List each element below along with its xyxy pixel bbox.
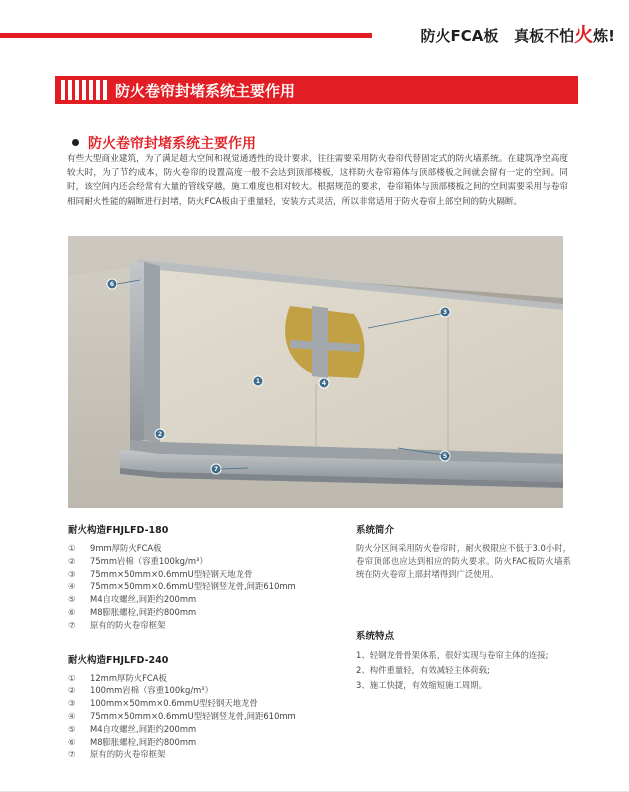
page-header: [0, 0, 629, 62]
banner-title: 防火卷帘封堵系统主要作用: [115, 82, 296, 100]
title-banner: [55, 76, 578, 104]
callout-1: 1: [255, 378, 261, 385]
config-180-title: 耐火构造FHJLFD-180: [68, 525, 169, 536]
slogan-part2: 炼!: [593, 27, 615, 45]
intro-paragraph: 有些大型商业建筑，为了满足超大空间和视觉通透性的设计要求，往往需要采用防火卷帘代替固定式的防火墙系统。在建筑净空高度较大时，为了节约成本，防火卷帘的设置高度一般不会达到顶部楼板，这样防火卷帘箱体与顶部楼板之间就会留有一定的空间。同时，该空间内还会经常有大量的管线穿越，施工难度也相对较大。根据规范的要求，卷帘箱体与顶部楼板之间的空间需要采用与卷帘相同耐火性能的隔断进行封堵，防火FCA板由于重量轻，安装方式灵活，所以非常适用于防火卷帘上部空间的防火隔断。: [67, 154, 568, 207]
list-item: ④ 75mm×50mm×0.6mmU型轻钢竖龙骨,间距610mm: [68, 581, 296, 592]
side-stud: [130, 262, 144, 442]
callout-4: 4: [321, 380, 327, 387]
config-column: [68, 522, 338, 761]
callout-2: 2: [157, 431, 163, 438]
slogan-part1: 真板不怕: [514, 27, 575, 45]
system-features-title: 系统特点: [356, 630, 395, 642]
brand-name: 防火FCA板: [420, 27, 499, 45]
list-item: ⑦ 原有的防火卷帘框架: [68, 749, 166, 760]
config-180-list: [68, 542, 338, 632]
list-item: ⑥ M8膨胀螺栓,间距约800mm: [68, 606, 197, 617]
construction-illustration: [68, 236, 563, 508]
list-item: 2、构件重量轻，有效减轻主体荷载;: [356, 664, 490, 675]
system-intro-text: 防火分区间采用防火卷帘时，耐火极限应不低于3.0小时，卷帘顶部也应达到相应的防火要求。防火FAC板防火墙系统在防火卷帘上部封堵得到广泛使用。: [356, 543, 571, 580]
section-heading-text: 防火卷帘封堵系统主要作用: [88, 136, 256, 152]
list-item: 1、轻钢龙骨骨架体系，很好实现与卷帘主体的连接;: [356, 649, 549, 660]
callout-7: 7: [213, 466, 219, 473]
list-item: ② 75mm岩棉（容重100kg/m³）: [68, 555, 208, 566]
system-features-list: [356, 648, 571, 693]
list-item: 3、施工快捷，有效缩短施工周期。: [356, 679, 487, 690]
list-item: ⑦ 原有的防火卷帘框架: [68, 619, 166, 630]
section-heading: [72, 133, 256, 153]
slogan-fire-glyph: 火: [574, 24, 594, 46]
side-stud-face: [144, 262, 163, 442]
list-item: ① 9mm厚防火FCA板: [68, 543, 162, 553]
list-item: ④ 75mm×50mm×0.6mmU型轻钢竖龙骨,间距610mm: [68, 710, 296, 721]
callout-6: 6: [109, 281, 115, 288]
config-240-title: 耐火构造FHJLFD-240: [68, 654, 169, 666]
config-240-list: [68, 672, 338, 762]
list-item: ⑤ M4自攻螺丝,间距约200mm: [68, 594, 197, 605]
list-item: ① 12mm厚防火FCA板: [68, 672, 167, 683]
callout-5: 5: [442, 453, 448, 460]
list-item: ⑤ M4自攻螺丝,间距约200mm: [68, 723, 197, 734]
callout-3: 3: [442, 309, 448, 316]
system-column: [356, 522, 571, 693]
list-item: ② 100mm岩棉（容重100kg/m³）: [68, 685, 214, 696]
banner-stripes: [61, 80, 107, 100]
list-item: ⑥ M8膨胀螺栓,间距约800mm: [68, 736, 197, 747]
brand-slogan: [421, 20, 615, 47]
bullet-dot-icon: [72, 139, 79, 146]
list-item: ③ 75mm×50mm×0.6mmU型轻钢天地龙骨: [68, 568, 253, 579]
header-red-line: [0, 33, 372, 38]
list-item: ③ 100mm×50mm×0.6mmU型轻钢天地龙骨: [68, 698, 258, 709]
system-intro-title: 系统简介: [356, 525, 395, 536]
